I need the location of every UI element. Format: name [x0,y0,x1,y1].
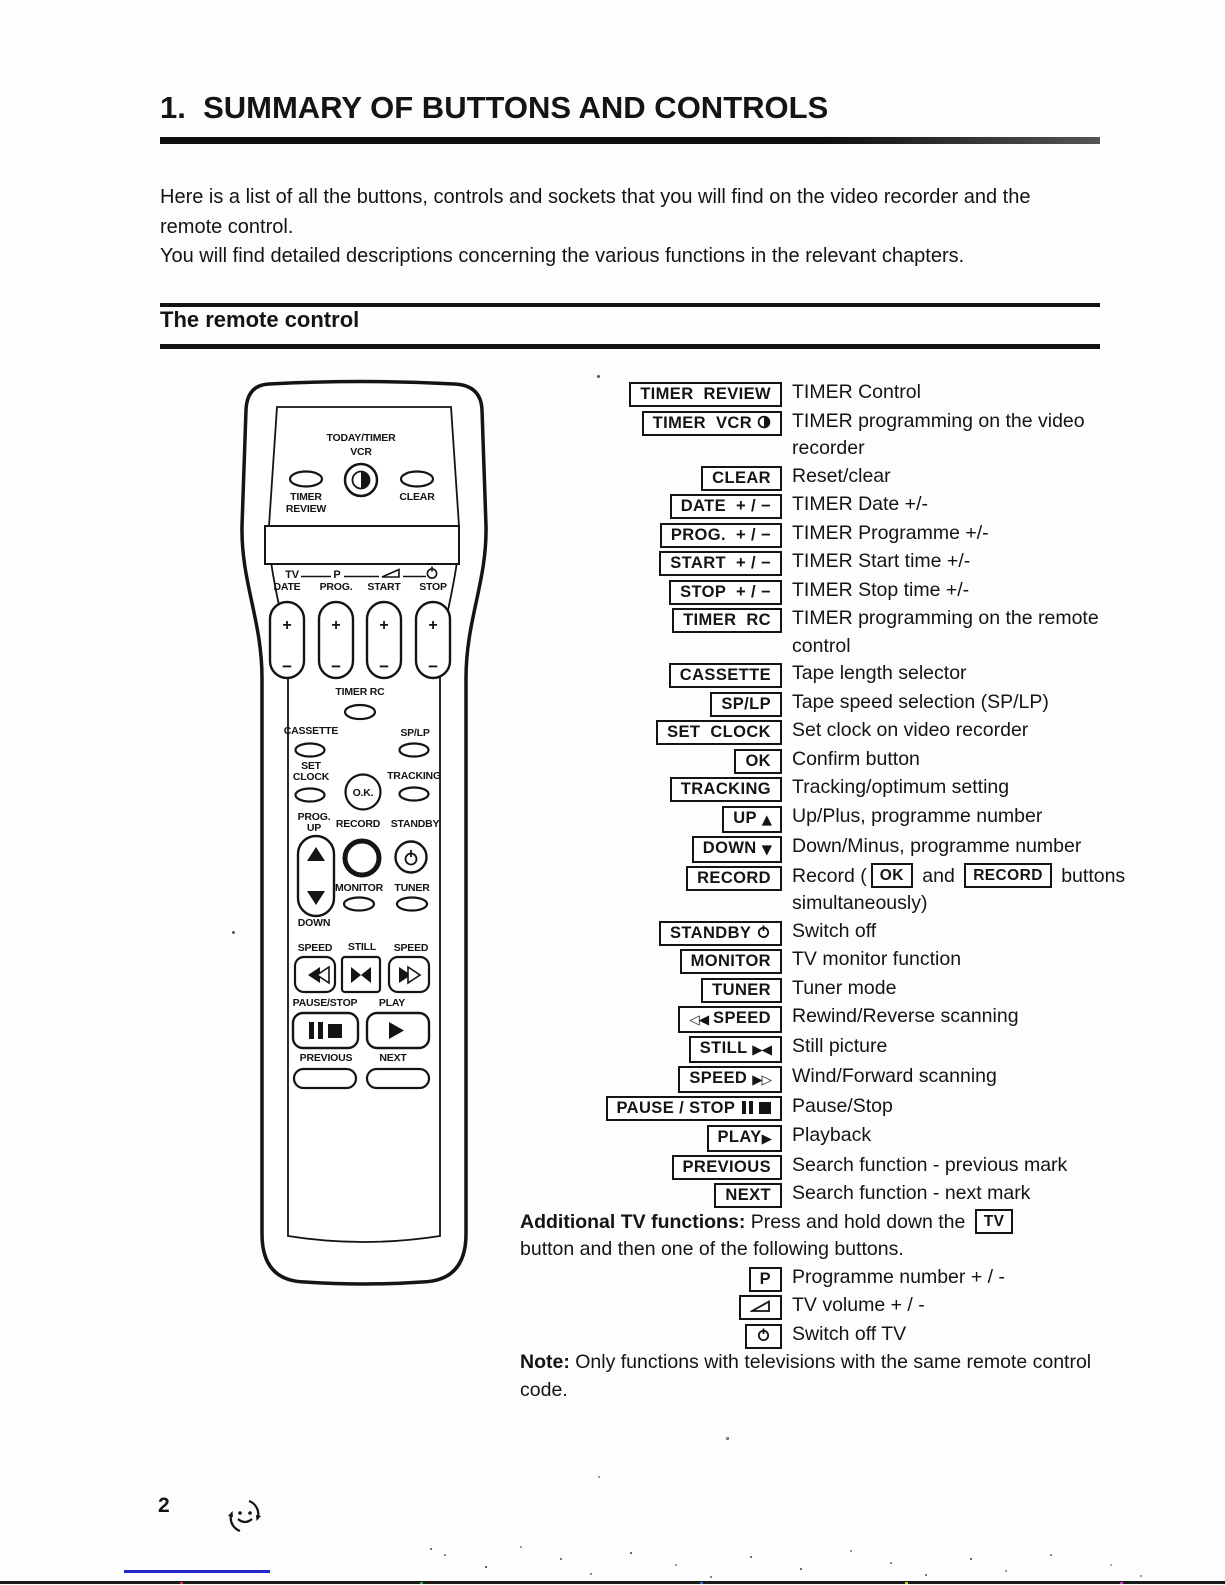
legend-row [520,746,1170,775]
key-label-box: DOWN ▼ [692,836,782,863]
key-label-column [520,491,782,520]
stop-icon [754,1102,771,1114]
key-label-box: MONITOR [680,949,782,974]
key-description: TIMER Date +/- [792,493,928,515]
bottom-edge-line [0,1581,1225,1584]
key-description: Down/Minus, programme number [792,834,1082,857]
svg-text:TUNER: TUNER [394,882,430,894]
timer-review-button [290,472,322,487]
key-label-column [520,577,782,606]
legend-row [520,577,1170,606]
key-label-column [520,774,782,803]
key-label-column [520,717,782,746]
key-label-box: PROG. + / − [660,523,782,548]
remote-display [265,526,459,564]
title-underline [160,137,1100,144]
page-title: 1. SUMMARY OF BUTTONS AND CONTROLS [160,90,829,125]
key-label-column [520,520,782,549]
svg-text:TODAY/TIMER: TODAY/TIMER [326,432,396,444]
pause-icon [309,1022,314,1039]
legend-row [520,1152,1170,1181]
svg-text:TIMER: TIMER [290,491,322,503]
scan-noise [180,1582,183,1584]
key-label-box: ◁◀ SPEED [678,1006,782,1033]
note-text: Note: Only functions with televisions with the same remote control code. [520,1351,1092,1401]
scan-noise [700,1582,703,1584]
svg-text:CLEAR: CLEAR [399,491,435,503]
svg-text:START: START [367,581,401,593]
section-heading: The remote control [160,307,360,332]
key-label-box: TRACKING [670,777,782,802]
legend-rows [520,379,1170,1209]
key-label-column [520,689,782,718]
scan-noise [420,1582,423,1584]
next-button [367,1069,429,1088]
svg-text:DOWN: DOWN [297,917,331,929]
key-label-column [520,1122,782,1152]
legend-row [520,548,1170,577]
key-description: Tape length selector [792,662,967,684]
bottom-blue-line [124,1570,270,1573]
key-label-column [520,1264,782,1293]
legend-row [520,1093,1170,1122]
key-description: TIMER Control [792,381,921,403]
legend-row [520,379,1170,408]
legend-row [520,605,1170,660]
key-label-column [520,1292,782,1321]
key-label-box: SPEED ▶▷ [678,1066,782,1093]
key-label-column [520,548,782,577]
key-label-box: UP ▲ [722,806,782,833]
svg-text:TV: TV [285,569,299,581]
key-label-box: STOP + / − [669,580,782,605]
power-icon [756,924,771,939]
legend-row [520,1180,1170,1209]
page-number: 2 [158,1494,170,1517]
svg-text:PAUSE/STOP: PAUSE/STOP [292,997,358,1009]
svg-text:P: P [333,569,341,581]
svg-text:MONITOR: MONITOR [335,882,383,894]
key-description: Switch off [792,919,877,942]
tv-key-label: TV [975,1209,1014,1234]
key-label-box: PREVIOUS [672,1155,782,1180]
key-description: Up/Plus, programme number [792,804,1043,827]
key-description: Playback [792,1123,872,1146]
svg-text:NEXT: NEXT [379,1052,407,1064]
scan-noise [430,1548,432,1550]
key-label-box: P [749,1267,782,1292]
key-label-box: STILL ▶◀ [689,1036,782,1063]
key-label-box: DATE + / − [670,494,782,519]
svg-text:DATE: DATE [273,581,301,593]
key-label-box: RECORD [686,866,782,891]
svg-text:+: + [428,617,438,634]
intro-paragraph-1: Here is a list of all the buttons, controls and sockets that you will find on the video recorder and the remote control. [160,186,1031,238]
legend-row [520,1003,1170,1033]
svg-text:O.K.: O.K. [352,787,374,799]
key-label-column [520,833,782,863]
key-label-box: TIMER REVIEW [629,382,782,407]
key-description: Switch off TV [792,1322,907,1345]
legend-row [520,774,1170,803]
svg-text:+: + [331,617,341,634]
legend-row [520,1292,1170,1321]
key-description: Set clock on video recorder [792,719,1029,741]
cassette-button [296,744,325,757]
clock-icon [757,415,771,429]
key-description: Tracking/optimum setting [792,776,1010,798]
svg-text:SPEED: SPEED [393,942,429,954]
sp-lp-button [400,744,429,757]
scan-speck [232,931,235,934]
key-label-column [520,863,782,892]
power-icon [756,1327,771,1342]
key-label-column [520,379,782,408]
key-label-column [520,1093,782,1122]
svg-text:PROG.: PROG. [297,811,331,823]
legend-row [520,863,1170,918]
legend-row [520,520,1170,549]
remote-body [242,382,486,1285]
stop-icon [328,1024,342,1038]
svg-text:−: − [331,657,341,676]
svg-text:REVIEW: REVIEW [285,503,327,515]
key-label-box [739,1295,782,1320]
legend-row [520,1063,1170,1093]
key-description: TIMER programming on the video recorder [792,409,1085,459]
key-description: Still picture [792,1035,888,1057]
svg-text:STILL: STILL [347,941,377,953]
key-description: Rewind/Reverse scanning [792,1005,1019,1027]
scan-noise [905,1582,908,1584]
key-label-column [520,463,782,492]
svg-text:RECORD: RECORD [335,818,381,830]
key-description: Pause/Stop [792,1095,893,1117]
rewind-icon: ◁◀ [689,1012,709,1028]
intro-paragraph-2: You will find detailed descriptions concerning the various functions in the relevant chapters. [160,245,965,267]
legend-row [520,491,1170,520]
forward-icon: ▶▷ [752,1072,771,1088]
key-description: Search function - next mark [792,1182,1031,1204]
key-description: TIMER Stop time +/- [792,578,970,601]
legend-row [520,803,1170,833]
svg-text:TRACKING: TRACKING [387,770,441,782]
key-label-column [520,975,782,1004]
key-description: Reset/clear [792,464,891,487]
key-description: TIMER programming on the remote control [792,607,1099,657]
key-label-box: TIMER RC [672,608,782,633]
key-description: Wind/Forward scanning [792,1065,997,1087]
svg-text:UP: UP [306,822,322,834]
button-legend [520,379,1170,1404]
key-label-box: PLAY ▶ [707,1125,782,1152]
key-label-box: NEXT [714,1183,782,1208]
svg-text:PREVIOUS: PREVIOUS [299,1052,353,1064]
clear-button [401,472,433,487]
legend-tv-rows [520,1264,1170,1350]
monitor-button [344,898,374,911]
legend-row [520,717,1170,746]
legend-row [520,660,1170,689]
svg-text:+: + [379,617,389,634]
intro-text [160,183,1085,272]
key-label-box [745,1324,782,1349]
svg-text:PLAY: PLAY [378,997,406,1009]
svg-text:−: − [428,657,438,676]
section-rule-bottom [160,344,1100,349]
key-label-column [520,1003,782,1033]
key-label-box: STANDBY [659,921,782,946]
note-lead: Note: [520,1351,570,1373]
recycle-smiley-icon [226,1496,264,1536]
key-label-column [520,1321,782,1350]
key-description: TV volume + / - [792,1294,925,1316]
key-label-column [520,1180,782,1209]
key-label-box: SP/LP [710,692,782,717]
legend-row [520,1033,1170,1063]
remote-body-outline [242,382,486,1285]
key-description: TV monitor function [792,948,962,970]
previous-button [294,1069,356,1088]
key-label-column [520,746,782,775]
inline-key-label: RECORD [964,863,1052,888]
key-label-column [520,803,782,833]
timer-rc-button [345,705,375,719]
key-description: Confirm button [792,747,920,770]
key-description: Search function - previous mark [792,1153,1068,1176]
key-label-column [520,605,782,634]
key-label-column [520,1063,782,1093]
pause-icon [740,1101,754,1114]
key-label-box: TUNER [701,978,782,1003]
still-icon: ▶◀ [752,1042,771,1058]
tracking-button [400,788,429,801]
svg-text:SP/LP: SP/LP [400,727,430,739]
additional-tv-functions: Additional TV functions: Press and hold down the TV button and then one of the following buttons. [520,1209,1170,1264]
key-description: TIMER Start time +/- [792,550,971,572]
remote-control-illustration [233,378,495,1293]
key-label-column [520,1033,782,1063]
tuner-button [397,898,427,911]
inline-key-label: OK [871,863,913,888]
up-triangle-icon: ▲ [761,811,771,828]
legend-row [520,689,1170,718]
svg-text:SET: SET [301,760,321,772]
key-description: Programme number + / - [792,1265,1005,1288]
svg-text:CASSETTE: CASSETTE [283,725,339,737]
down-triangle-icon: ▼ [761,841,771,858]
legend-row [520,946,1170,975]
key-label-column [520,918,782,947]
play-icon: ▶ [761,1130,771,1147]
legend-row [520,975,1170,1004]
key-label-column [520,660,782,689]
key-label-box: SET CLOCK [656,720,782,745]
key-label-box: CLEAR [701,466,782,491]
legend-row [520,833,1170,863]
svg-text:VCR: VCR [350,446,372,458]
svg-text:PROG.: PROG. [319,581,353,593]
svg-text:−: − [379,657,389,676]
legend-row [520,918,1170,947]
key-label-column [520,946,782,975]
key-label-box: START + / − [659,551,782,576]
svg-text:SPEED: SPEED [297,942,333,954]
key-label-box: TIMER VCR [642,411,782,436]
scan-noise [1120,1582,1123,1584]
key-label-column [520,408,782,437]
set-clock-button [296,789,325,802]
key-description: Tuner mode [792,976,897,999]
legend-row [520,1321,1170,1350]
additional-lead: Additional TV functions: [520,1210,746,1233]
key-label-box: PAUSE / STOP [606,1096,783,1121]
still-button [342,957,380,992]
svg-text:TIMER RC: TIMER RC [335,686,385,698]
key-label-box: OK [734,749,782,774]
svg-text:STANDBY: STANDBY [390,818,440,830]
scan-speck [597,375,600,378]
legend-row [520,463,1170,492]
record-button [345,841,379,875]
svg-text:CLOCK: CLOCK [292,771,330,783]
key-description: Record ( OK and RECORD buttons simultaneously) [792,864,1126,914]
legend-row [520,1264,1170,1293]
legend-row [520,1122,1170,1152]
svg-text:−: − [282,657,292,676]
key-label-box: CASSETTE [669,663,782,688]
svg-text:+: + [282,617,292,634]
key-label-column [520,1152,782,1181]
legend-row [520,408,1170,463]
svg-text:STOP: STOP [419,581,447,593]
key-description: TIMER Programme +/- [792,521,989,544]
pause-stop-button [293,1013,358,1048]
scan-speck [726,1437,729,1440]
volume-icon [750,1299,771,1313]
key-description: Tape speed selection (SP/LP) [792,690,1049,713]
